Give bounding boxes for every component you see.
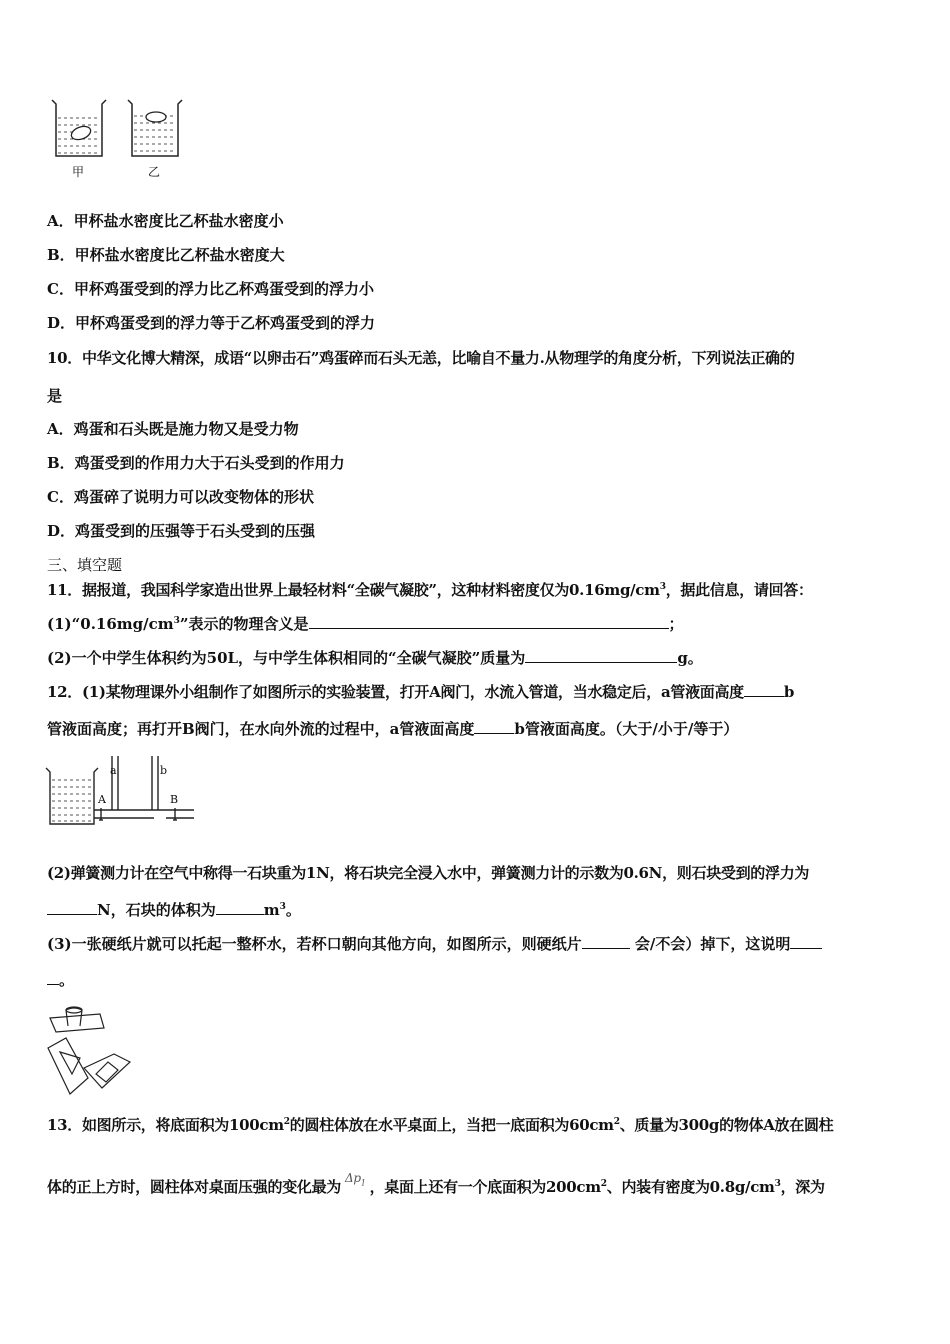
q13-line1-text3: 、质量为300g的物体A放在圆柱 <box>619 1116 834 1134</box>
q11-part2-blank[interactable] <box>525 648 677 663</box>
q12-part2-line1: (2)弹簧测力计在空气中称得一石块重为1N，将石块完全浸入水中，弹簧测力计的示数为0.6N，则石块受到的浮力为 <box>47 864 810 882</box>
delta-p1-text: Δp <box>345 1171 361 1185</box>
beaker-caption-right: 乙 <box>148 165 161 179</box>
q12-part3-end: 。 <box>59 971 75 989</box>
q11-part1-sup: 3 <box>173 616 180 626</box>
q12-blank1[interactable] <box>744 682 784 697</box>
q11-part1-text2: ”表示的物理含义是 <box>179 615 309 633</box>
q13-line2-text2: ，桌面上还有一个底面积为200cm <box>369 1178 601 1196</box>
q13-line2-text4: ，深为 <box>780 1178 825 1196</box>
cups-cardboard-figure <box>44 1004 134 1096</box>
q12-line1-end: b <box>783 683 795 701</box>
q12-blank2[interactable] <box>474 719 514 734</box>
q13-line2-text3: 、内装有密度为0.8g/cm <box>606 1178 775 1196</box>
beakers-egg-figure <box>48 98 188 160</box>
q11-stem-text: 11．据报道，我国科学家造出世界上最轻材料“全碳气凝胶”，这种材料密度仅为0.16mg/cm <box>47 581 660 599</box>
delta-p1-sub: 1 <box>360 1178 366 1188</box>
q12-line2-text: 管液面高度；再打开B阀门，在水向外流的过程中，a管液面高度 <box>47 720 475 738</box>
delta-p1-symbol <box>345 1168 366 1193</box>
q12-line1-text: 12．(1)某物理课外小组制作了如图所示的实验装置，打开A阀门，水流入管道，当水稳定后，a管液面高度 <box>47 683 744 701</box>
q12-blank6-cont[interactable] <box>47 970 59 985</box>
q9-option-c: C．甲杯鸡蛋受到的浮力比乙杯鸡蛋受到的浮力小 <box>47 280 374 298</box>
q13-line1-text2: 的圆柱体放在水平桌面上，当把一底面积为60cm <box>289 1116 614 1134</box>
q10-option-d: D．鸡蛋受到的压强等于石头受到的压强 <box>47 522 316 540</box>
q12-line2 <box>47 719 738 739</box>
q11-part1-end: ； <box>668 615 684 633</box>
q11-part1 <box>47 614 684 634</box>
q10-stem-line1: 10．中华文化博大精深，成语“以卵击石”鸡蛋碎而石头无恙，比喻自不量力.从物理学的角度分析，下列说法正确的 <box>47 349 795 367</box>
q12-blank4[interactable] <box>216 900 264 915</box>
tube-a-label: a <box>110 764 117 777</box>
q12-line2-end: b管液面高度。（大于/小于/等于） <box>514 720 739 738</box>
q12-line1 <box>47 682 794 702</box>
q11-part2-end: g。 <box>677 649 703 667</box>
valve-a-label: A <box>98 793 106 806</box>
q12-part2-sup: 3 <box>279 902 286 912</box>
q13-line1 <box>47 1115 833 1135</box>
valve-b-label: B <box>170 793 179 806</box>
q9-option-b: B．甲杯盐水密度比乙杯盐水密度大 <box>47 246 285 264</box>
q12-part3-text2: 会/不会）掉下，这说明 <box>629 935 791 953</box>
q12-blank5[interactable] <box>582 934 630 949</box>
q12-part2-text: N，石块的体积为 <box>97 901 216 919</box>
q12-part2-end: 。 <box>285 901 301 919</box>
q9-option-a: A．甲杯盐水密度比乙杯盐水密度小 <box>47 212 284 230</box>
q13-line2-text: 体的正上方时，圆柱体对桌面压强的变化最为 <box>47 1178 342 1196</box>
q12-part3-line2 <box>47 970 74 990</box>
q11-stem-sup: 3 <box>659 582 666 592</box>
q12-blank3[interactable] <box>47 900 97 915</box>
q11-part2 <box>47 648 703 668</box>
q12-blank6[interactable] <box>790 934 822 949</box>
section-title-fill-blank: 三、填空题 <box>47 556 123 574</box>
q12-part3-text: (3)一张硬纸片就可以托起一整杯水，若杯口朝向其他方向，如图所示，则硬纸片 <box>47 935 582 953</box>
q10-option-b: B．鸡蛋受到的作用力大于石头受到的作用力 <box>47 454 345 472</box>
q11-stem <box>47 580 813 600</box>
q10-option-a: A．鸡蛋和石头既是施力物又是受力物 <box>47 420 299 438</box>
q13-line1-sup1: 2 <box>283 1117 290 1127</box>
q13-line1-text: 13．如图所示，将底面积为100cm <box>47 1116 284 1134</box>
q10-stem-line2: 是 <box>47 387 63 405</box>
q12-part2-line2 <box>47 900 301 920</box>
q10-option-c: C．鸡蛋碎了说明力可以改变物体的形状 <box>47 488 314 506</box>
q11-part2-text: (2)一个中学生体积约为50L，与中学生体积相同的“全碳气凝胶”质量为 <box>47 649 526 667</box>
q13-line2-sup2: 3 <box>774 1179 781 1189</box>
q11-stem-tail: ，据此信息，请回答： <box>665 581 813 599</box>
q13-line1-sup2: 2 <box>613 1117 620 1127</box>
connected-tubes-figure <box>44 754 194 830</box>
tube-b-label: b <box>160 764 168 777</box>
q13-line2 <box>47 1171 825 1203</box>
beaker-caption-left: 甲 <box>72 165 85 179</box>
q12-part2-unit: m <box>263 901 280 919</box>
q11-part1-blank[interactable] <box>309 614 669 629</box>
q9-option-d: D．甲杯鸡蛋受到的浮力等于乙杯鸡蛋受到的浮力 <box>47 314 376 332</box>
q12-part3-line1 <box>47 934 822 954</box>
q13-line2-sup1: 2 <box>600 1179 607 1189</box>
q11-part1-text: (1)“0.16mg/cm <box>47 615 174 633</box>
